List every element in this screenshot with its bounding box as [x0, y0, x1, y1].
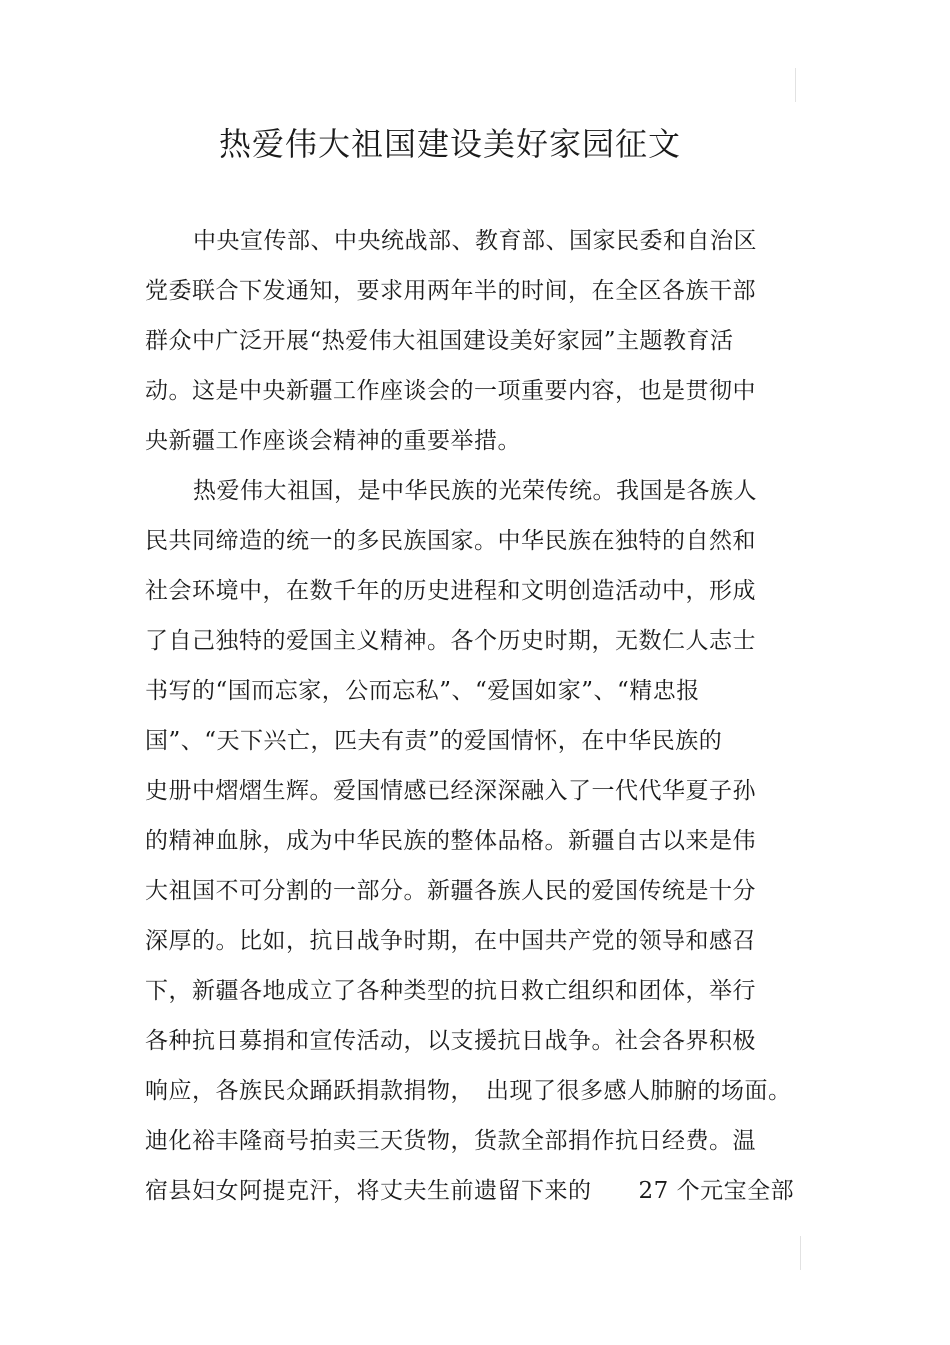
paragraph-2-line-8: 的精神血脉，成为中华民族的整体品格。新疆自古以来是伟: [145, 828, 756, 854]
paragraph-2-line-4: 了自己独特的爱国主义精神。各个历史时期，无数仁人志士: [145, 628, 756, 654]
paragraph-2-line-2: 民共同缔造的统一的多民族国家。中华民族在独特的自然和: [145, 528, 756, 554]
paragraph-2-line-7: 史册中熠熠生辉。爱国情感已经深深融入了一代代华夏子孙: [145, 778, 756, 804]
page-edge-mark-top: [795, 68, 796, 102]
document-title: 热爱伟大祖国建设美好家园征文: [218, 125, 681, 163]
paragraph-2-line-14: 迪化裕丰隆商号拍卖三天货物，货款全部捐作抗日经费。温: [145, 1128, 756, 1154]
paragraph-1-line-1: 中央宣传部、中央统战部、教育部、国家民委和自治区: [193, 228, 757, 254]
paragraph-2-line-3: 社会环境中，在数千年的历史进程和文明创造活动中，形成: [145, 578, 756, 604]
paragraph-2-line-6: 国”、“天下兴亡，匹夫有责”的爱国情怀，在中华民族的: [145, 728, 723, 754]
paragraph-1-line-4: 动。这是中央新疆工作座谈会的一项重要内容，也是贯彻中: [145, 378, 756, 404]
page-edge-mark-bottom: [800, 1236, 801, 1270]
paragraph-1-line-5: 央新疆工作座谈会精神的重要举措。: [145, 428, 521, 454]
document-body: [145, 216, 805, 1216]
paragraph-2-line-15: 宿县妇女阿提克汗，将丈夫生前遗留下来的 27 个元宝全部: [145, 1178, 795, 1204]
paragraph-2-line-1: 热爱伟大祖国，是中华民族的光荣传统。我国是各族人: [193, 478, 757, 504]
paragraph-2-line-10: 深厚的。比如，抗日战争时期，在中国共产党的领导和感召: [145, 928, 756, 954]
paragraph-1-line-3: 群众中广泛开展“热爱伟大祖国建设美好家园”主题教育活: [145, 328, 734, 354]
paragraph-2-line-11: 下，新疆各地成立了各种类型的抗日救亡组织和团体，举行: [145, 978, 756, 1004]
paragraph-2-line-12: 各种抗日募捐和宣传活动，以支援抗日战争。社会各界积极: [145, 1028, 756, 1054]
paragraph-2-line-5: 书写的“国而忘家，公而忘私”、“爱国如家”、“精忠报: [145, 678, 700, 704]
paragraph-2-line-13: 响应，各族民众踊跃捐款捐物， 出现了很多感人肺腑的场面。: [145, 1078, 792, 1104]
paragraph-2-line-9: 大祖国不可分割的一部分。新疆各族人民的爱国传统是十分: [145, 878, 756, 904]
paragraph-1-line-2: 党委联合下发通知，要求用两年半的时间，在全区各族干部: [145, 278, 756, 304]
